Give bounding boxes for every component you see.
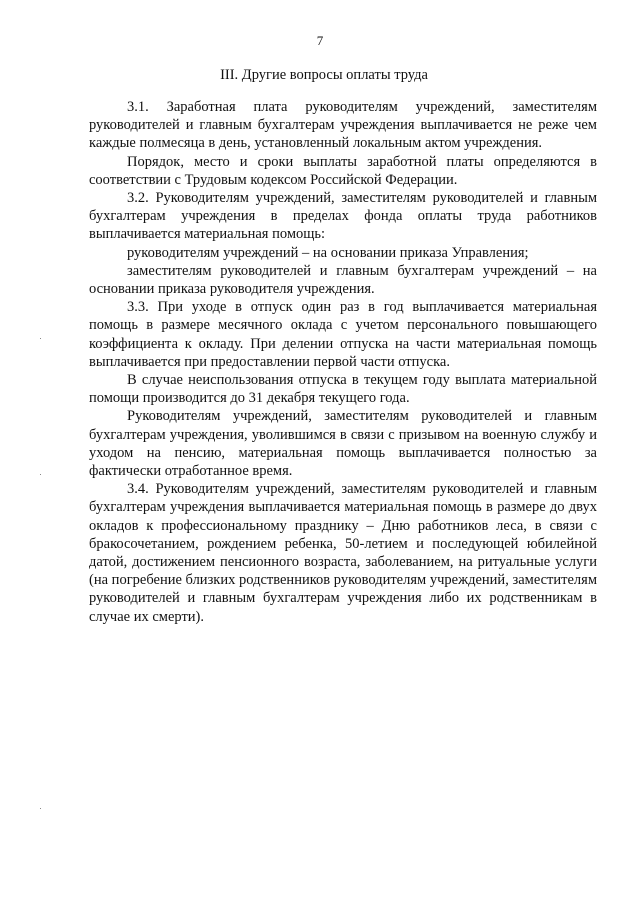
list-item-deputies: заместителям руководителей и главным бухгалтерам учреждений – на основании приказа руководителя учреждения.: [89, 262, 597, 298]
document-body: [89, 98, 597, 626]
paragraph-payment-procedure: Порядок, место и сроки выплаты заработной платы определяются в соответствии с Трудовым кодексом Российской Федерации.: [89, 153, 597, 188]
list-item-heads: руководителям учреждений – на основании приказа Управления;: [127, 244, 529, 261]
scan-dot: [40, 808, 41, 809]
scan-dot: [40, 338, 41, 339]
paragraph-3-2: 3.2. Руководителям учреждений, заместителям руководителей и главным бухгалтерам учреждения в пределах фонда оплаты труда работников выплачивается материальная помощь:: [89, 190, 597, 243]
page-number: 7: [316, 33, 324, 48]
paragraph-unused-leave: В случае неиспользования отпуска в текущем году выплата материальной помощи производится до 31 декабря текущего года.: [89, 372, 597, 407]
paragraph-3-1: 3.1. Заработная плата руководителям учреждений, заместителям руководителей и главным бухгалтерам учреждения выплачивается не реже чем каждые полмесяца в день, установленный локальным актом учреждения.: [89, 99, 597, 152]
section-title: III. Другие вопросы оплаты труда: [220, 67, 428, 83]
paragraph-dismissal: Руководителям учреждений, заместителям руководителей и главным бухгалтерам учреждения, уволившимся в связи с призывом на военную службу и уходом на пенсию, материальная помощь выплачивается полностью за фактически отработанное время.: [89, 408, 597, 480]
scan-dot: [40, 474, 41, 475]
paragraph-3-4: 3.4. Руководителям учреждений, заместителям руководителей и главным бухгалтерам учреждения выплачивается материальная помощь в размере до двух окладов к профессиональному празднику – Дню работников леса, в связи с бракосочетанием, рождением ребенка, 50-летием и последующей юбилейной датой, достижением пенсионного возраста, заболеванием, на ритуальные услуги (на погребение близких родственников руководителям учреждений, заместителям руководителей и главным бухгалтерам учреждения либо их родственникам в случае их смерти).: [89, 481, 597, 625]
paragraph-3-3: 3.3. При уходе в отпуск один раз в год выплачивается материальная помощь в размере месячного оклада с учетом персонального повышающего коэффициента к окладу. При делении отпуска на части материальная помощь выплачивается при предоставлении первой части отпуска.: [89, 299, 597, 370]
